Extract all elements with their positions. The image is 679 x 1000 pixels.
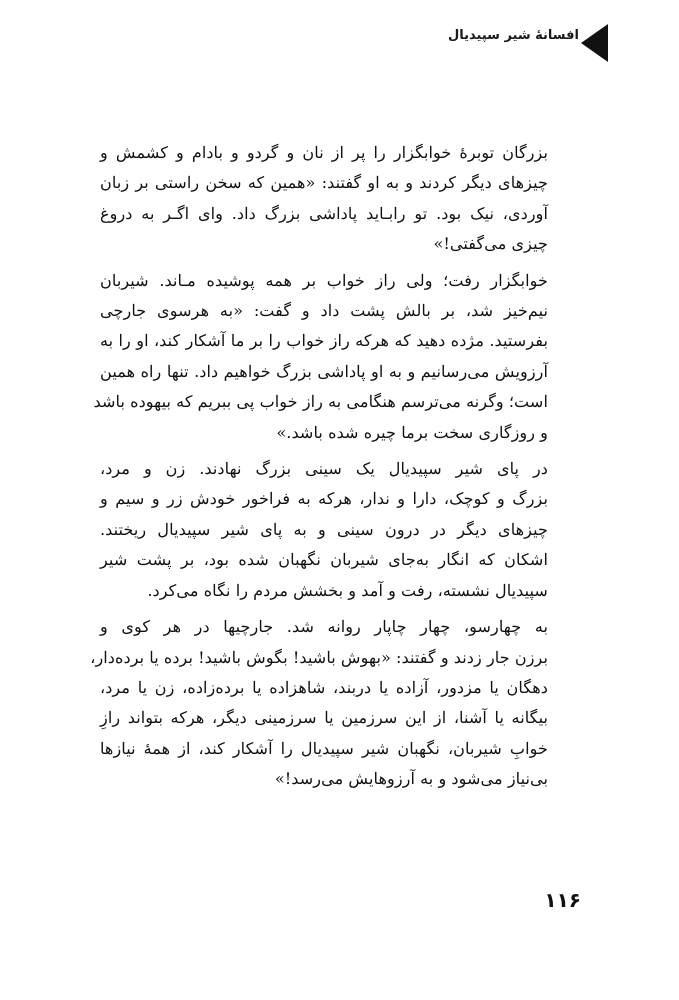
text-line: بی‌نیاز می‌شود و به آرزوهایش می‌رسد!» — [274, 769, 548, 789]
text-line: بیگانه یا آشنا، از این سرزمین یا سرزمینی دیگر، هرکه بتواند رازِ — [100, 708, 548, 728]
text-line: چیزی می‌گفتی!» — [433, 234, 548, 254]
text-line: بزرگ و کوچک، دارا و ندار، هرکه به فراخور خودش زر و سیم و — [100, 489, 548, 509]
text-line: است؛ وگرنه می‌ترسم هنگامی به راز خواب پی ببریم که بیهوده باشد — [93, 392, 548, 412]
text-line: نیم‌خیز شد، بر بالش پشت داد و گفت: «به هرسوی جارچی — [100, 301, 548, 321]
body-text — [90, 138, 570, 801]
text-line: آوردی، نیک بود. تو رابـاید پاداشی بزرگ داد. وای اگـر به دروغ — [100, 203, 548, 223]
text-line: در پای شیر سپیدیال یک سینی بزرگ نهادند. زن و مرد، — [100, 459, 548, 479]
text-line: بفرستید. مژده دهید که هرکه راز خواب را بر ما آشکار کند، او را به — [100, 331, 548, 351]
text-line: چیزهای دیگر در درون سینی و به پای شیر سپیدیال ریختند. — [100, 519, 548, 539]
text-line: دهگان یا مزدور، آزاده یا دربند، شاهزاده یا برده‌زاده، زن یا مرد، — [100, 677, 548, 697]
paragraph-2 — [93, 266, 570, 448]
text-line: و روزگاری سخت برما چیره شده باشد.» — [276, 422, 548, 442]
text-line: آرزویش می‌رسانیم و به او پاداشی بزرگ خواهیم داد. تنها راه همین — [100, 361, 548, 381]
paragraph-3 — [100, 454, 570, 606]
text-line: چیزهای دیگر کردند و به او گفتند: «همین که سخن راستی بر زبان — [100, 173, 548, 193]
paragraph-1 — [100, 138, 570, 260]
text-line: به چهارسو، چهار چاپار روانه شد. جارچیها در هر کوی و — [100, 617, 548, 637]
paragraph-4 — [90, 612, 570, 794]
chapter-marker-triangle-icon — [581, 24, 608, 62]
page-number: ۱۱۶ — [544, 888, 581, 912]
text-line: بزرگان توبرهٔ خوابگزار را پر از نان و گردو و بادام و کشمش و — [100, 143, 548, 162]
text-line: برزن جار زدند و گفتند: «بهوش باشید! بگوش باشید! برده یا برده‌دار، — [90, 647, 548, 667]
text-line: اشکان که انگار به‌جای شیربان نگهبان شده بود، بر پشت شیر — [100, 550, 548, 570]
text-line: سپیدیال نشسته، رفت و آمد و بخشش مردم را نگاه می‌کرد. — [147, 580, 548, 600]
text-line: خوابگزار رفت؛ ولی راز خواب بر همه پوشیده مـاند. شیربان — [100, 270, 548, 290]
running-header: افسانهٔ شیر سپیدیال — [447, 28, 579, 43]
text-line: خوابِ شیربان، نگهبان شیر سپیدیال را آشکار کند، از همهٔ نیازها — [100, 738, 548, 758]
